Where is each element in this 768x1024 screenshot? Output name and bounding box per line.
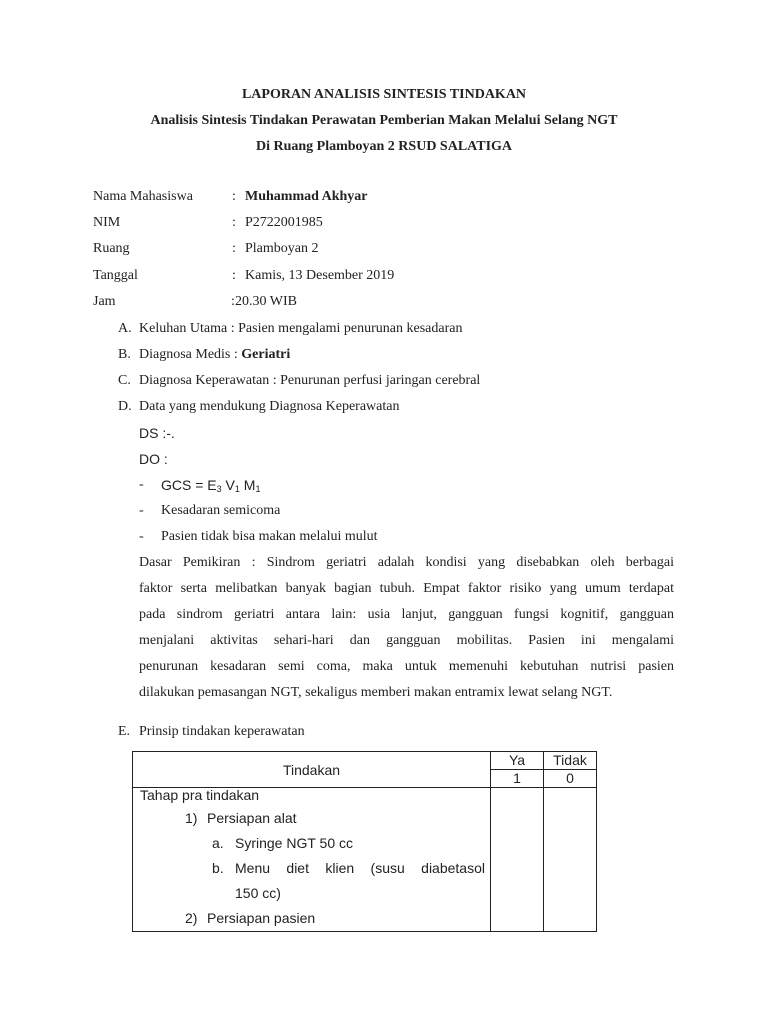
header-tidak-score: 0 xyxy=(544,770,597,788)
reasoning-line: Dasar Pemikiran : Sindrom geriatri adalah kondisi yang disebabkan oleh berbagai xyxy=(139,555,674,570)
gcs-v-score: 1 xyxy=(234,484,240,494)
item-letter: b. xyxy=(212,860,224,876)
bullet-text: Kesadaran semicoma xyxy=(161,503,281,518)
item-number: 1) xyxy=(185,810,198,826)
identity-label-ruang: Ruang xyxy=(93,241,130,256)
item-text: Syringe NGT 50 cc xyxy=(235,835,354,851)
header-tidak: Tidak xyxy=(544,752,597,770)
reasoning-line: penurunan kesadaran semi coma, maka untuk memenuhi kebutuhan nutrisi pasien xyxy=(139,659,674,674)
document-title: LAPORAN ANALISIS SINTESIS TINDAKAN xyxy=(241,87,527,102)
item-letter: a. xyxy=(212,835,224,851)
item-text-continued: 150 cc) xyxy=(235,885,281,901)
identity-value-ruang: Plamboyan 2 xyxy=(245,241,319,256)
gcs-v: V xyxy=(225,477,235,493)
ya-check-cell[interactable] xyxy=(491,788,544,932)
item-text: Persiapan pasien xyxy=(207,910,316,926)
header-ya: Ya xyxy=(491,752,544,770)
identity-sep: : xyxy=(231,294,235,309)
identity-sep: : xyxy=(232,215,236,230)
bullet-dash: - xyxy=(139,477,144,492)
section-c-text: Diagnosa Keperawatan : Penurunan perfusi jaringan cerebral xyxy=(139,373,481,388)
header-ya-score: 1 xyxy=(491,770,544,788)
item-text: Menu diet klien (susu diabetasol xyxy=(235,860,485,876)
bullet-dash: - xyxy=(139,503,144,518)
list-item-continuation xyxy=(133,881,490,906)
header-tindakan: Tindakan xyxy=(133,752,491,788)
identity-value-name: Muhammad Akhyar xyxy=(245,189,368,204)
bullet-text: Pasien tidak bisa makan melalui mulut xyxy=(161,529,378,544)
stage-label: Tahap pra tindakan xyxy=(140,787,260,803)
list-item xyxy=(133,856,490,881)
document-subtitle: Analisis Sintesis Tindakan Perawatan Pemberian Makan Melalui Selang NGT xyxy=(150,113,618,128)
tidak-check-cell[interactable] xyxy=(544,788,597,932)
bullet-dash: - xyxy=(139,529,144,544)
section-a-text: Keluhan Utama : Pasien mengalami penurunan kesadaran xyxy=(139,321,463,336)
identity-value-tanggal: Kamis, 13 Desember 2019 xyxy=(245,268,395,283)
identity-sep: : xyxy=(232,189,236,204)
action-table xyxy=(132,751,597,932)
item-number: 2) xyxy=(185,910,198,926)
section-d-marker: D. xyxy=(118,399,132,414)
identity-label-jam: Jam xyxy=(93,294,116,309)
section-b-text: Diagnosa Medis : xyxy=(139,347,242,362)
section-c-marker: C. xyxy=(118,373,131,388)
identity-label-nim: NIM xyxy=(93,215,121,230)
gcs-m-score: 1 xyxy=(255,484,261,494)
document-location: Di Ruang Plamboyan 2 RSUD SALATIGA xyxy=(255,139,513,154)
list-item xyxy=(133,906,490,931)
list-item xyxy=(133,806,490,831)
section-d-text: Data yang mendukung Diagnosa Keperawatan xyxy=(139,399,400,414)
identity-label-tanggal: Tanggal xyxy=(93,268,138,283)
section-e-text: Prinsip tindakan keperawatan xyxy=(139,724,305,739)
identity-sep: : xyxy=(232,268,236,283)
section-b-marker: B. xyxy=(118,347,131,362)
identity-value-jam: 20.30 WIB xyxy=(235,294,297,309)
section-e-marker: E. xyxy=(118,724,131,739)
do-line: DO : xyxy=(139,451,168,467)
section-a-marker: A. xyxy=(118,321,132,336)
reasoning-line: pada sindrom geriatri antara lain: usia lanjut, gangguan fungsi kognitif, gangguan xyxy=(139,607,674,622)
reasoning-line: faktor serta melibatkan banyak bagian tubuh. Empat faktor risiko yang umum terdapat xyxy=(139,581,674,596)
item-text: Persiapan alat xyxy=(207,810,297,826)
section-b-diagnosis: Geriatri xyxy=(241,347,291,362)
gcs-e-score: 3 xyxy=(216,484,222,494)
section-b-line xyxy=(139,347,290,363)
reasoning-line: dilakukan pemasangan NGT, sekaligus memberi makan entramix lewat selang NGT. xyxy=(139,685,613,700)
gcs-line xyxy=(161,477,260,494)
table-body-cell xyxy=(133,788,491,932)
identity-sep: : xyxy=(232,241,236,256)
identity-label-name: Nama Mahasiswa xyxy=(93,189,193,204)
ds-line: DS :-. xyxy=(139,425,175,441)
gcs-prefix: GCS = E xyxy=(161,477,217,493)
identity-value-nim: P2722001985 xyxy=(245,215,323,230)
reasoning-line: menjalani aktivitas sehari-hari dan gangguan mobilitas. Pasien ini mengalami xyxy=(139,633,674,648)
list-item xyxy=(133,831,490,856)
gcs-m: M xyxy=(243,477,256,493)
